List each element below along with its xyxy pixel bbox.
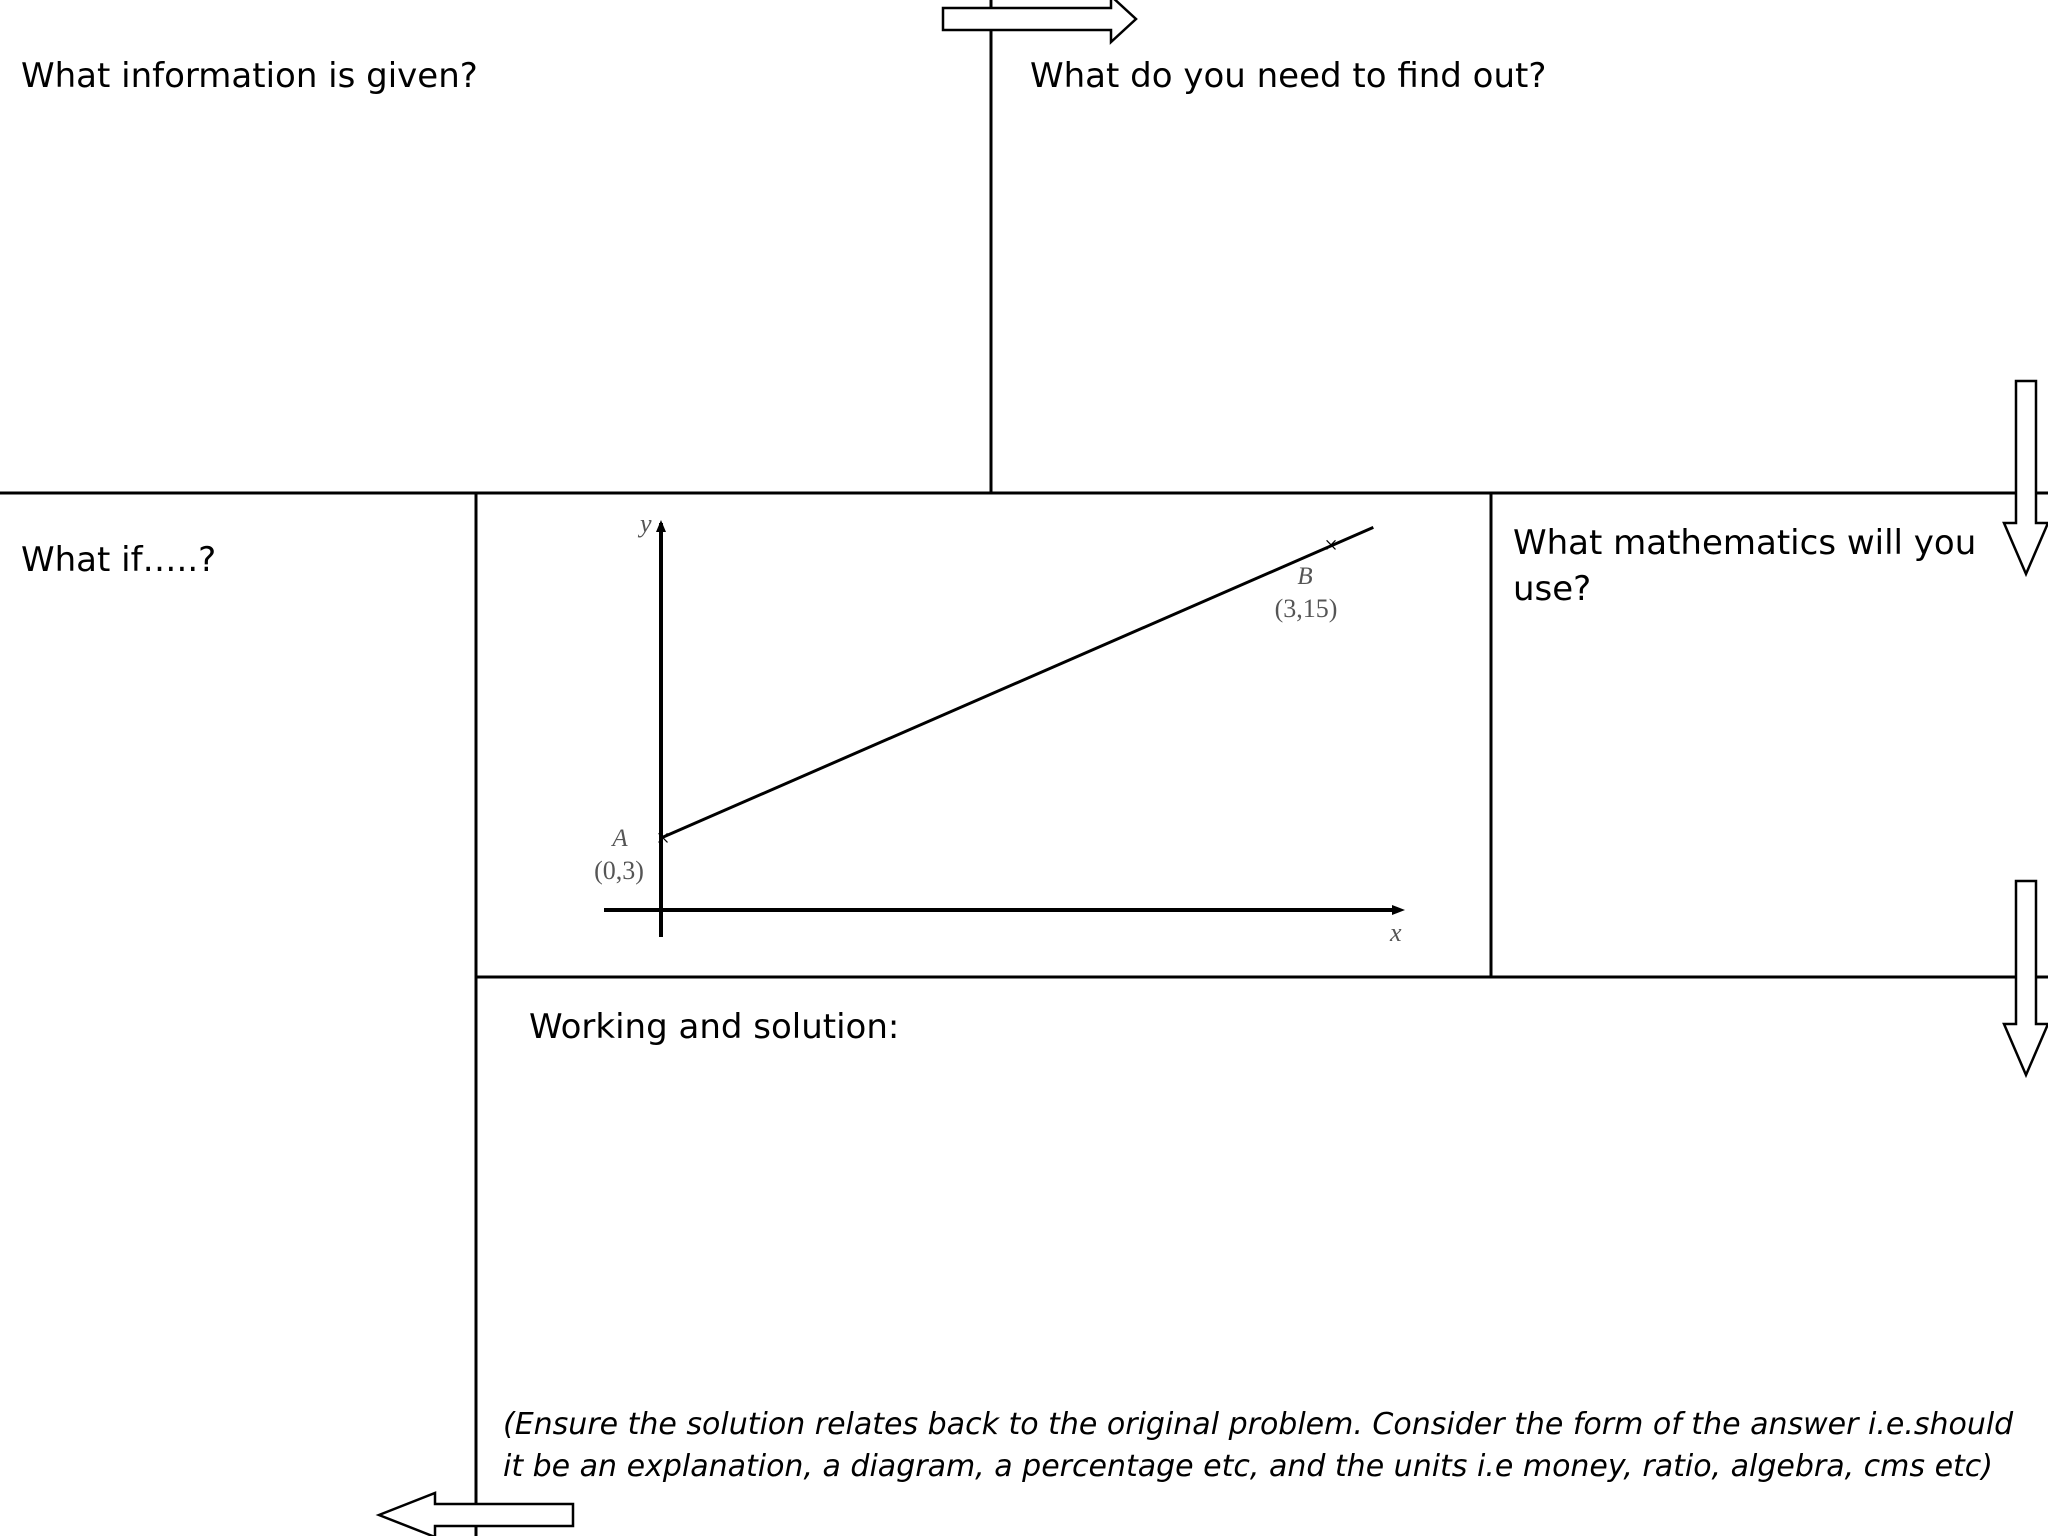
y-axis-arrowhead xyxy=(656,520,666,532)
point-b-name: B xyxy=(1297,563,1313,590)
prompt-what-if: What if…..? xyxy=(21,540,217,580)
x-axis-arrowhead xyxy=(1392,905,1405,915)
y-axis-label: y xyxy=(640,509,652,538)
point-a-name: A xyxy=(612,825,628,852)
prompt-mathematics: What mathematics will you use? xyxy=(1513,523,1977,609)
point-b-marker: × xyxy=(1324,533,1338,559)
prompt-working-solution: Working and solution: xyxy=(529,1007,900,1047)
prompt-find-out: What do you need to find out? xyxy=(1030,56,1547,96)
x-axis-label: x xyxy=(1390,918,1402,947)
prompt-given: What information is given? xyxy=(21,56,478,96)
point-a-marker: × xyxy=(656,826,670,852)
point-b-coords: (3,15) xyxy=(1274,594,1338,623)
point-a-coords: (0,3) xyxy=(594,856,644,885)
line-ab xyxy=(661,527,1373,838)
solution-note: (Ensure the solution relates back to the original problem. Consider the form of the answer i.e.should it be an explanation, a diagram, a percentage etc, and the units i.e money, ratio, algebra, cms etc) xyxy=(503,1407,2014,1484)
